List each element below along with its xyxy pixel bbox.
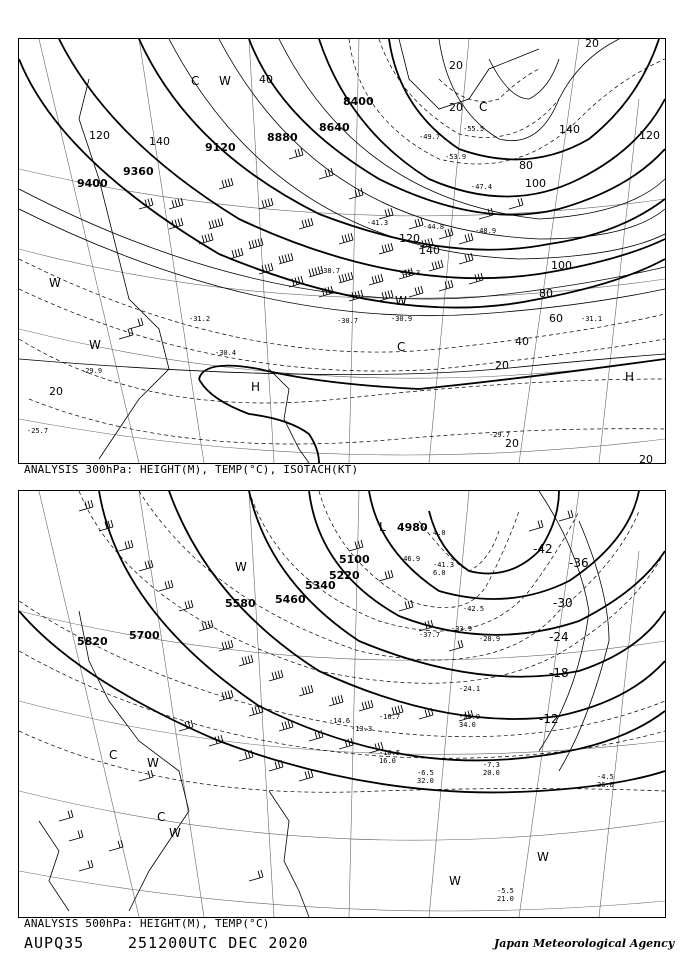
wind-barb-icon <box>259 198 273 209</box>
wind-barb-icon <box>299 685 313 696</box>
height-label: 5340 <box>305 579 336 592</box>
dewpoint-label: 34.0 <box>459 721 476 729</box>
warm-center-label: W <box>89 338 101 352</box>
wind-barb-icon <box>159 580 173 591</box>
isotach-label: 100 <box>525 177 546 190</box>
isotach-label: 140 <box>149 135 170 148</box>
wind-barb-icon <box>129 318 143 329</box>
height-label: 5580 <box>225 597 256 610</box>
isotach-label: 80 <box>519 159 533 172</box>
wind-barb-icon <box>259 263 273 274</box>
wind-barb-icon <box>69 830 83 841</box>
temp-label: -28.9 <box>479 635 501 643</box>
graticule <box>19 39 665 463</box>
temp-contour-label: -18 <box>549 666 569 680</box>
wind-barb-icon <box>139 198 153 209</box>
temp-label: -42.5 <box>463 605 485 613</box>
warm-center-label: W <box>219 74 231 88</box>
wind-barb-icon <box>219 178 233 189</box>
temp-label: -41.3 <box>433 561 455 569</box>
caption-500hpa: ANALYSIS 500hPa: HEIGHT(M), TEMP(°C) <box>24 917 270 930</box>
temp-label: -30.7 <box>337 317 359 325</box>
wind-barb-icon <box>209 218 223 229</box>
wind-barb-icon <box>249 870 263 881</box>
isotach-label: 20 <box>495 359 509 372</box>
wind-barb-icon <box>409 286 423 297</box>
temp-label: -48.9 <box>475 227 497 235</box>
wind-barb-icon <box>349 540 363 551</box>
warm-center-label: W <box>49 276 61 290</box>
map-300hpa-canvas <box>19 39 665 463</box>
temp-label: -16.7 <box>379 713 401 721</box>
isotach-label: 140 <box>419 244 440 257</box>
temp-label: -44.8 <box>423 223 445 231</box>
warm-center-label: W <box>147 756 159 770</box>
isotach-label: 140 <box>559 123 580 136</box>
dewpoint-label: 6.0 <box>433 569 446 577</box>
height-label: 5220 <box>329 569 360 582</box>
temp-contour-label: -30 <box>553 596 573 610</box>
dewpoint-label: 4.0 <box>433 529 446 537</box>
temp-label: -46.9 <box>399 555 421 563</box>
isotach-label: 20 <box>505 437 519 450</box>
wind-barb-icon <box>179 600 193 611</box>
cold-center-label: C <box>157 810 166 824</box>
wind-barb-icon <box>79 860 93 871</box>
height-label: 5460 <box>275 593 306 606</box>
temp-label: -53.9 <box>445 153 467 161</box>
wind-barb-icon <box>449 640 463 651</box>
isotach-label: 20 <box>49 385 63 398</box>
temp-label: -6.5 <box>417 769 434 777</box>
high-center-label: H <box>625 370 635 384</box>
coastline <box>79 39 539 463</box>
wind-barb-icon <box>319 168 333 179</box>
wind-barb-icon <box>559 510 573 521</box>
wind-barb-icon <box>299 218 313 229</box>
isotach-label: 120 <box>639 129 660 142</box>
temp-label: -49.7 <box>419 133 441 141</box>
isotach-label: 20 <box>585 39 599 50</box>
height-label: 5820 <box>77 635 108 648</box>
temp-label: -30.9 <box>391 315 413 323</box>
isotach-label: 80 <box>539 287 553 300</box>
height-labels <box>77 521 428 648</box>
dewpoint-label: 26.0 <box>597 781 614 789</box>
warm-center-label: W <box>169 826 181 840</box>
isotach-label: 20 <box>449 59 463 72</box>
temp-label: -29.7 <box>489 431 511 439</box>
wind-barb-icon <box>379 208 393 219</box>
wind-barb-icon <box>459 233 473 244</box>
temp-contour-label: -36 <box>569 556 589 570</box>
temp-label: -14.6 <box>329 717 351 725</box>
dewpoint-label: 32.0 <box>417 777 434 785</box>
isotach-label: 100 <box>551 259 572 272</box>
wind-barb-icon <box>119 328 133 339</box>
isotach-label: 60 <box>549 312 563 325</box>
warm-center-label: W <box>395 294 407 308</box>
wind-barb-icon <box>239 655 253 666</box>
temp-label: -37.7 <box>419 631 441 639</box>
temp-label: -31.1 <box>581 315 603 323</box>
isotach-label: 40 <box>515 335 529 348</box>
warm-center-label: W <box>235 560 247 574</box>
dewpoint-label: 16.0 <box>379 757 396 765</box>
wind-barb-icon <box>59 810 73 821</box>
temp-contour-labels <box>533 542 589 726</box>
isotach-label: 40 <box>259 73 273 86</box>
temp-label: -30.4 <box>215 349 237 357</box>
wind-barbs <box>59 500 573 881</box>
temp-label: -13.3 <box>351 725 373 733</box>
dewpoint-label: 20.0 <box>483 769 500 777</box>
agency-name: Japan Meteorological Agency <box>494 937 675 950</box>
wind-barb-icon <box>349 188 363 199</box>
height-label: 9120 <box>205 141 236 154</box>
wind-barb-icon <box>289 148 303 159</box>
wind-barb-icon <box>219 690 233 701</box>
wind-barb-icon <box>509 198 523 209</box>
dewpoint-label: 21.0 <box>497 895 514 903</box>
temp-label: -41.3 <box>367 219 389 227</box>
wind-barb-icon <box>339 272 353 283</box>
temp-label: -4.5 <box>597 773 614 781</box>
temp-label: -7.3 <box>483 761 500 769</box>
cold-center-label: C <box>191 74 200 88</box>
wind-barb-icon <box>289 276 303 287</box>
wind-barb-icon <box>529 520 543 531</box>
chart-code: AUPQ35 <box>24 934 85 952</box>
temp-label: -25.7 <box>27 427 49 435</box>
height-label: 8640 <box>319 121 350 134</box>
isotach-label: 120 <box>399 232 420 245</box>
wind-barb-icon <box>329 695 343 706</box>
dewpoint-labels <box>379 529 614 903</box>
wind-barb-icon <box>429 260 443 271</box>
wind-barb-icon <box>299 770 313 781</box>
temp-contour-label: -42 <box>533 542 553 556</box>
wind-barb-icon <box>279 253 293 264</box>
wind-barb-icon <box>379 290 393 301</box>
temp-label: -24.1 <box>459 685 481 693</box>
temp-label: -33.9 <box>451 625 473 633</box>
wind-barb-icon <box>339 233 353 244</box>
wind-barb-icon <box>119 540 133 551</box>
height-label: 9360 <box>123 165 154 178</box>
cold-center-label: C <box>397 340 406 354</box>
height-label: 8880 <box>267 131 298 144</box>
temp-label: -55.5 <box>463 125 485 133</box>
temp-contour-label: -12 <box>539 712 559 726</box>
height-label: 9400 <box>77 177 108 190</box>
isotach-label: 120 <box>89 129 110 142</box>
height-label: 5700 <box>129 629 160 642</box>
height-label: 8400 <box>343 95 374 108</box>
temp-label: -38.7 <box>319 267 341 275</box>
temp-label: -31.2 <box>189 315 211 323</box>
temp-label: -47.4 <box>471 183 493 191</box>
map-500hpa <box>18 490 666 918</box>
wind-barb-icon <box>359 700 373 711</box>
isotach-label: 20 <box>639 453 653 463</box>
wind-barb-icon <box>109 840 123 851</box>
wind-barb-icon <box>79 500 93 511</box>
wind-barb-icon <box>199 620 213 631</box>
wind-barb-icon <box>229 248 243 259</box>
valid-time: 251200UTC DEC 2020 <box>128 934 309 952</box>
high-center-label: H <box>251 380 261 394</box>
temp-label: -20.9 <box>459 713 481 721</box>
wind-barbs <box>119 148 523 339</box>
temp-label: -29.9 <box>81 367 103 375</box>
caption-300hpa: ANALYSIS 300hPa: HEIGHT(M), TEMP(°C), ISOTACH(KT) <box>24 463 359 476</box>
wind-barb-icon <box>379 570 393 581</box>
cold-center-label: C <box>479 100 488 114</box>
cold-center-label: C <box>109 748 118 762</box>
height-label: 5100 <box>339 553 370 566</box>
wind-barb-icon <box>269 670 283 681</box>
map-500hpa-canvas <box>19 491 665 917</box>
temp-contour-label: -24 <box>549 630 569 644</box>
height-label: 4980 <box>397 521 428 534</box>
warm-center-label: W <box>449 874 461 888</box>
wind-barb-icon <box>369 274 383 285</box>
temp-label: -35.3 <box>399 269 421 277</box>
wind-barb-icon <box>169 198 183 209</box>
isotach-label: 20 <box>449 101 463 114</box>
temp-label: -10.5 <box>379 749 401 757</box>
warm-center-label: W <box>537 850 549 864</box>
low-center-label: L <box>379 520 386 534</box>
wind-barb-icon <box>409 218 423 229</box>
map-300hpa <box>18 38 666 464</box>
temperature-labels <box>27 125 602 439</box>
wind-barb-icon <box>139 770 153 781</box>
wind-barb-icon <box>379 243 393 254</box>
height-contours <box>19 39 665 463</box>
temp-label: -5.5 <box>497 887 514 895</box>
